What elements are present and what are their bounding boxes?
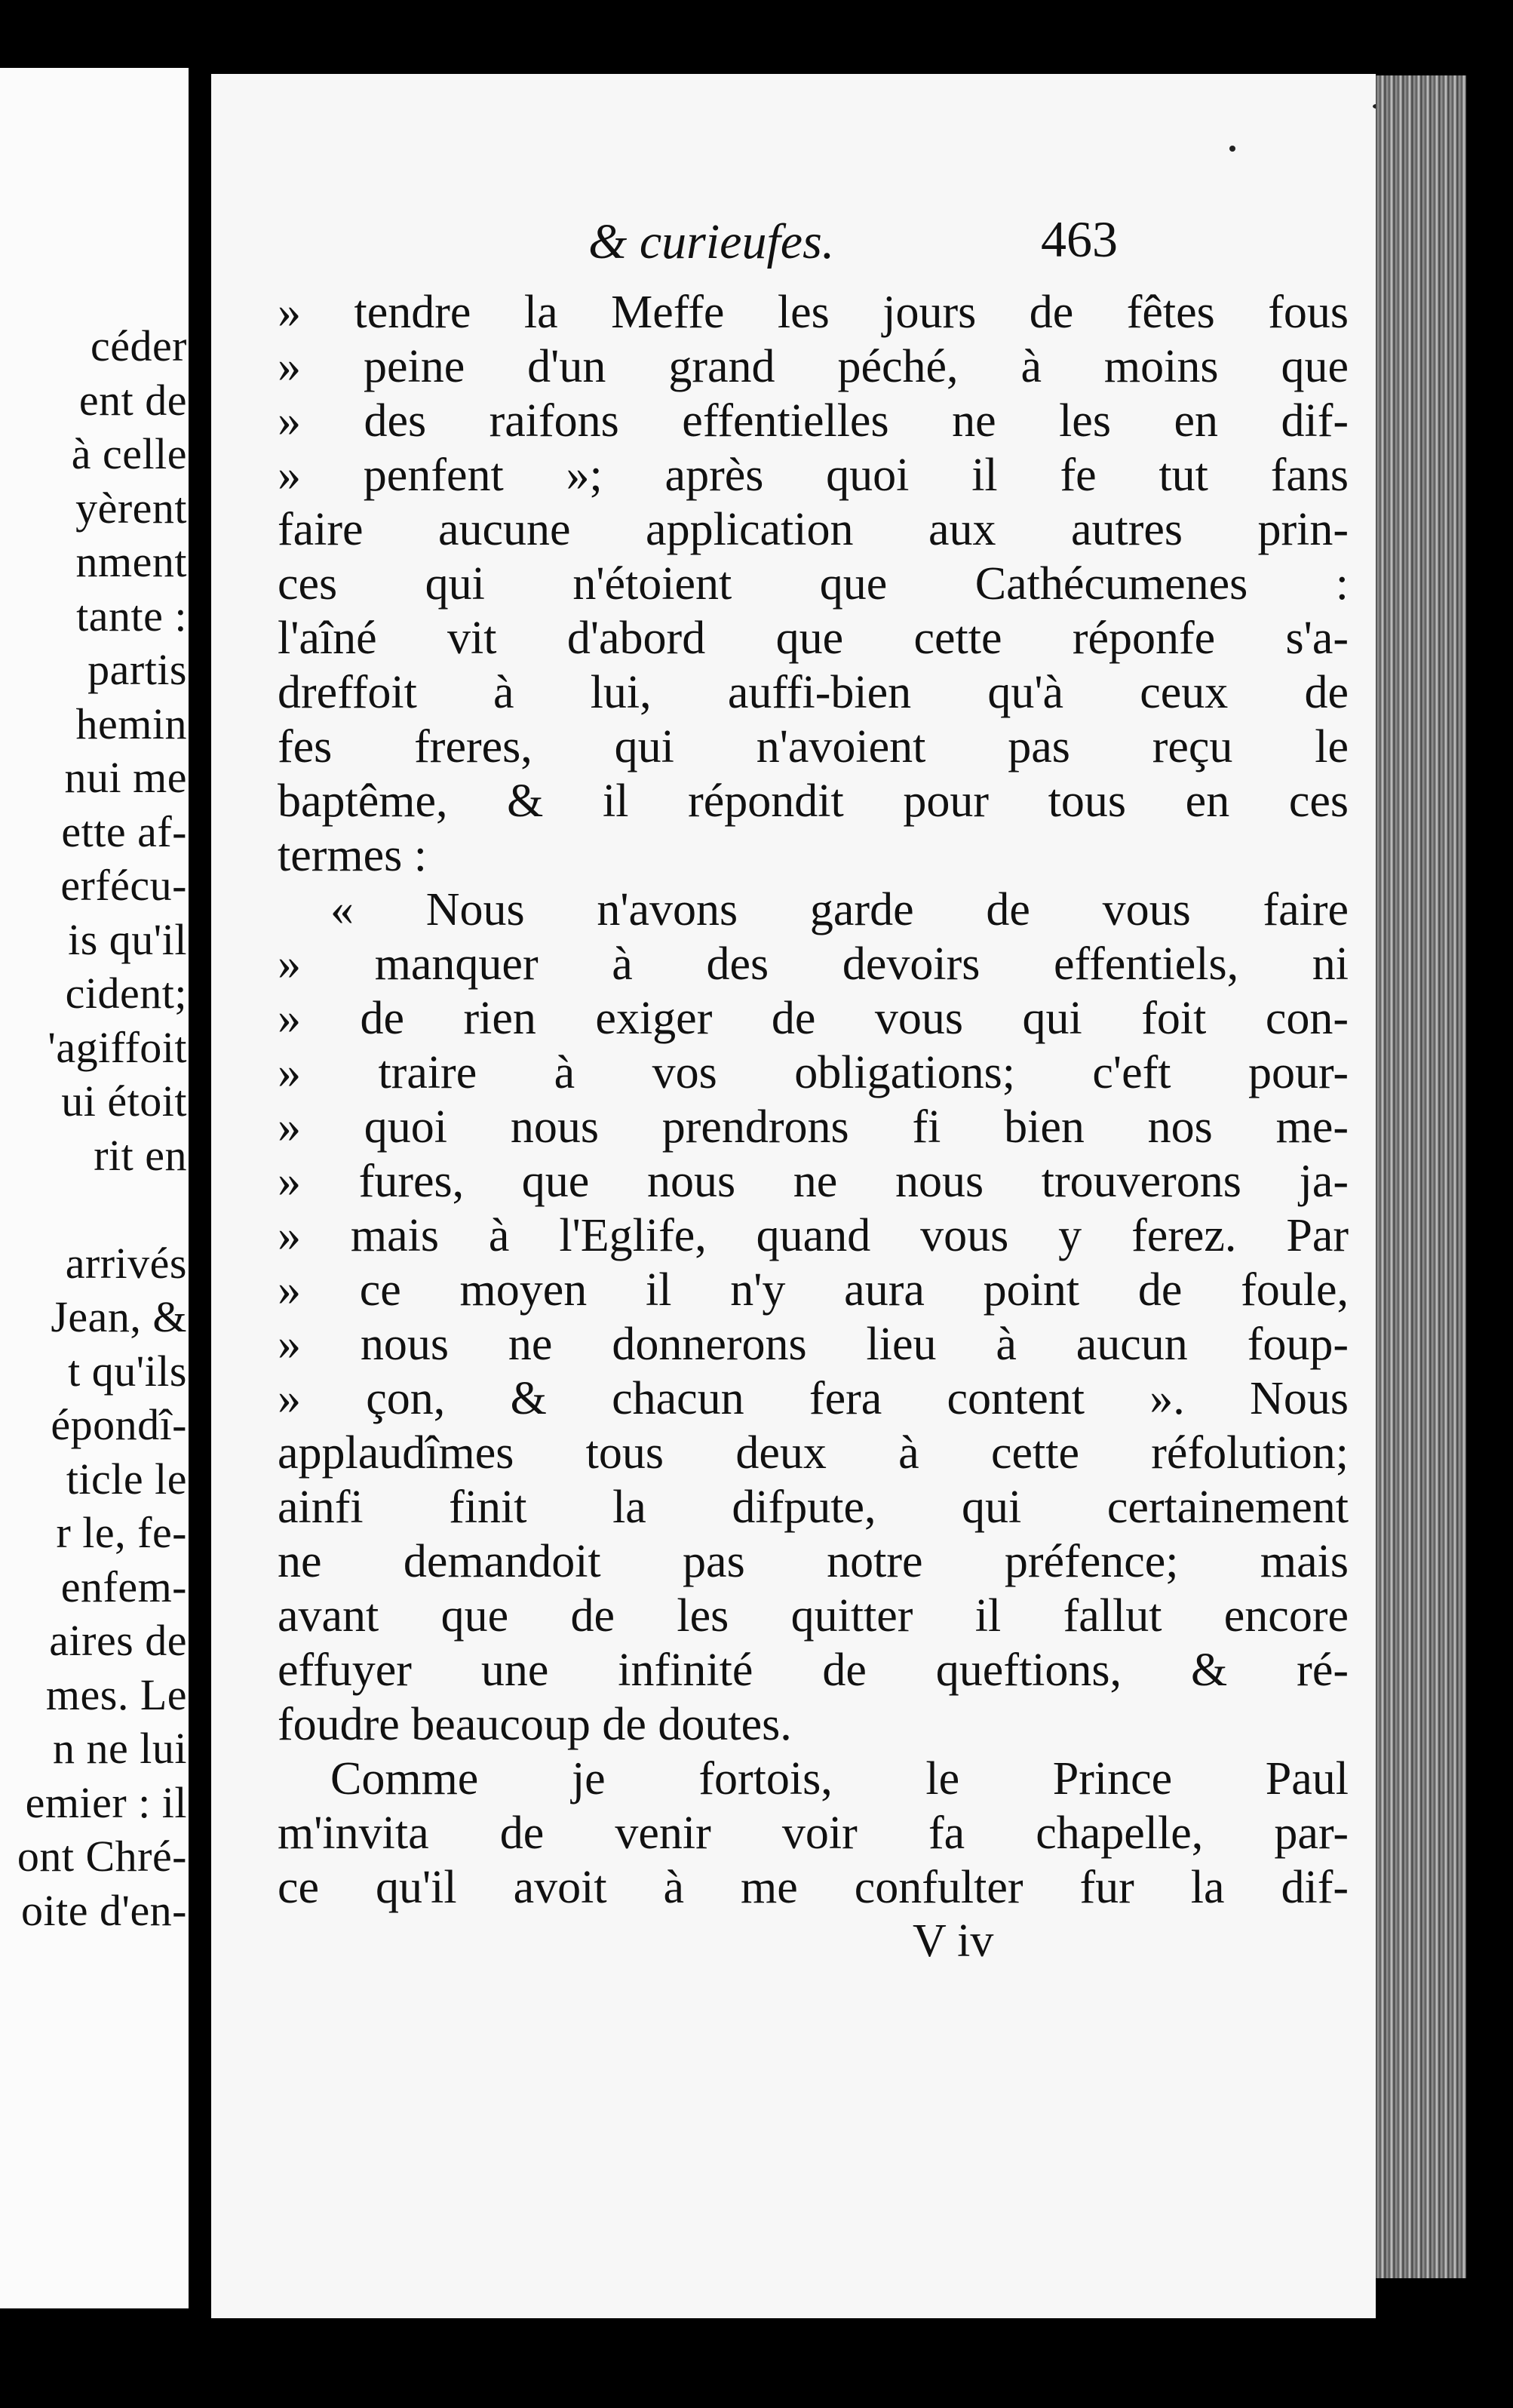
- page-number: 463: [1041, 210, 1118, 268]
- text-line: » penfent »; après quoi il fe tut fans: [278, 450, 1349, 501]
- left-page-line: hemin: [75, 699, 187, 748]
- catchword: V iv: [913, 1915, 994, 1967]
- text-line: faire aucune application aux autres prin-: [278, 504, 1349, 555]
- left-page-line: cident;: [65, 969, 187, 1018]
- text-line: effuyer une infinité de queftions, & ré-: [278, 1645, 1349, 1696]
- text-line: fes freres, qui n'avoient pas reçu le: [278, 721, 1349, 772]
- running-head: & curieufes.: [588, 214, 835, 269]
- left-page-line: Jean, &: [51, 1292, 187, 1341]
- text-line: dreffoit à lui, auffi-bien qu'à ceux de: [278, 667, 1349, 718]
- text-line: applaudîmes tous deux à cette réfolution;: [278, 1427, 1349, 1479]
- left-page-line: enfem-: [60, 1562, 187, 1611]
- text-line: ne demandoit pas notre préfence; mais: [278, 1536, 1349, 1587]
- left-page-line: erfécu-: [60, 861, 187, 910]
- text-line: » çon, & chacun fera content ». Nous: [278, 1373, 1349, 1424]
- text-line: » des raifons effentielles ne les en dif-: [278, 395, 1349, 447]
- text-line: » fures, que nous ne nous trouverons ja-: [278, 1156, 1349, 1207]
- left-page-line: ette af-: [61, 806, 187, 856]
- text-line: ce qu'il avoit à me confulter fur la dif-: [278, 1862, 1349, 1913]
- text-line: » traire à vos obligations; c'eft pour-: [278, 1047, 1349, 1098]
- left-page-line: nment: [75, 537, 187, 586]
- text-line: » de rien exiger de vous qui foit con-: [278, 993, 1349, 1044]
- text-line: Comme je fortois, le Prince Paul: [330, 1753, 1349, 1804]
- text-line: » mais à l'Eglife, quand vous y ferez. Par: [278, 1210, 1349, 1261]
- left-page-line: is qu'il: [68, 914, 187, 964]
- left-page-line: partis: [87, 645, 187, 694]
- text-line: baptême, & il répondit pour tous en ces: [278, 776, 1349, 827]
- left-page-line: à celle: [71, 429, 187, 478]
- left-page-line: ticle le: [66, 1454, 187, 1503]
- text-line: » peine d'un grand péché, à moins que: [278, 341, 1349, 392]
- text-line: ainfi finit la difpute, qui certainement: [278, 1482, 1349, 1533]
- text-line: ces qui n'étoient que Cathécumenes :: [278, 558, 1349, 610]
- left-page-line: rit en: [94, 1130, 187, 1180]
- left-page-line: ent de: [78, 375, 187, 425]
- text-line: » quoi nous prendrons fi bien nos me-: [278, 1101, 1349, 1153]
- text-line: » manquer à des devoirs effentiels, ni: [278, 938, 1349, 990]
- text-line: » tendre la Meffe les jours de fêtes fous: [278, 287, 1349, 338]
- left-page-line: ui étoit: [61, 1077, 187, 1126]
- left-page-line: 'agiffoit: [48, 1022, 187, 1072]
- previous-page-fragment: [0, 68, 189, 2308]
- left-page-line: r le, fe-: [56, 1508, 187, 1557]
- text-line: termes :: [278, 830, 427, 881]
- left-page-line: nui me: [64, 753, 187, 802]
- left-page-line: emier : il: [25, 1777, 187, 1827]
- left-page-line: ont Chré-: [17, 1832, 187, 1881]
- left-page-line: arrivés: [65, 1238, 187, 1288]
- left-page-line: céder: [90, 321, 187, 370]
- ink-speck: [1229, 146, 1235, 152]
- text-line: l'aîné vit d'abord que cette réponfe s'a-: [278, 613, 1349, 664]
- book-page: [211, 74, 1376, 2318]
- left-page-line: yèrent: [75, 483, 187, 533]
- text-line: » nous ne donnerons lieu à aucun foup-: [278, 1319, 1349, 1370]
- left-page-line: n ne lui: [53, 1724, 187, 1773]
- text-line: avant que de les quitter il fallut encore: [278, 1590, 1349, 1642]
- left-page-line: mes. Le: [45, 1669, 187, 1719]
- text-line: » ce moyen il n'y aura point de foule,: [278, 1264, 1349, 1316]
- left-page-line: t qu'ils: [68, 1346, 187, 1396]
- left-page-line: aires de: [49, 1616, 187, 1665]
- page-edges: [1376, 75, 1466, 2278]
- left-page-line: oite d'en-: [21, 1885, 187, 1935]
- left-page-line: tante :: [76, 591, 187, 640]
- text-line: « Nous n'avons garde de vous faire: [330, 884, 1349, 935]
- text-line: foudre beaucoup de doutes.: [278, 1699, 792, 1750]
- text-line: m'invita de venir voir fa chapelle, par-: [278, 1808, 1349, 1859]
- body-text: [278, 285, 1349, 1915]
- left-page-line: épondî-: [51, 1400, 187, 1449]
